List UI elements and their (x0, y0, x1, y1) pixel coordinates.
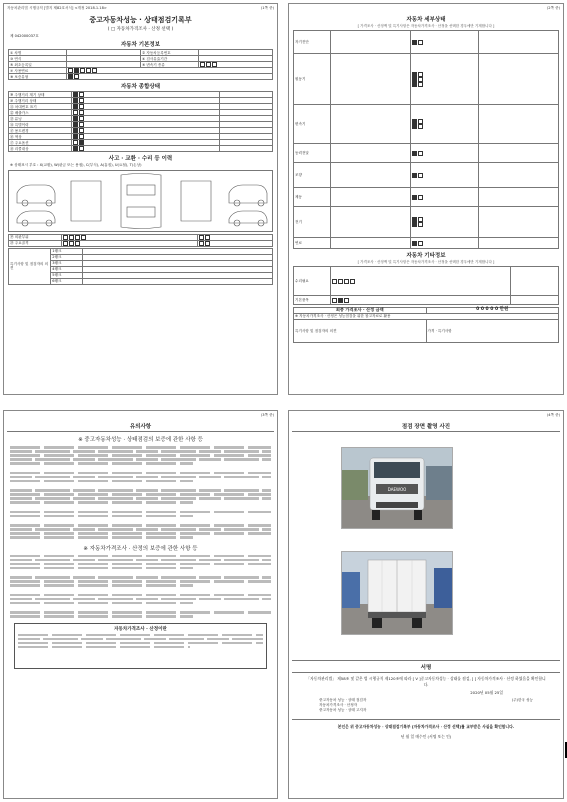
page-header (4, 411, 277, 420)
section2-body (10, 555, 271, 618)
header-right: (4쪽 중) (546, 413, 560, 417)
section2-title: ※ 자동차가격조사 · 산정의 보증에 관한 사항 등 (83, 545, 198, 552)
truck-front-image (342, 448, 452, 528)
page-3 (3, 410, 278, 799)
page-1 (3, 3, 278, 395)
other-heading: 자동차 기타정보 (406, 253, 446, 259)
state-row: ⑭ 특별이력 (9, 122, 72, 128)
state-row: ⑬ 튜닝 (9, 116, 72, 122)
system-label: 자기진단 (294, 31, 331, 54)
grade-row: 1랭크 (51, 248, 83, 254)
price-table (293, 307, 559, 343)
page-4 (288, 410, 564, 799)
other-sub: [ 가격조사 · 산정액 및 특기사항은 자동차가격조사 · 산정을 선택한 경우에만 기재합니다 ] (357, 260, 495, 264)
signature-section (289, 659, 563, 740)
special-label: 특기사항 및 점검자의 의견 (9, 248, 51, 284)
state-row: ⑫ 배출가스 (9, 110, 72, 116)
system-label: 연료 (294, 238, 331, 249)
page-header (289, 4, 563, 13)
signer-notifier: 중고자동차 성능 · 상태 고지자 (319, 708, 367, 712)
grade-row: 3랭크 (51, 260, 83, 266)
page-header (289, 411, 563, 420)
grade-row: 4랭크 (51, 266, 83, 272)
system-label: 원동기 (294, 54, 331, 105)
state-row: ⑯ 색상 (9, 134, 72, 140)
basic-info-heading: 자동차 기본정보 (120, 42, 161, 49)
signer-company: (주)한국 성능 (511, 698, 533, 702)
definition-box (14, 623, 267, 669)
basic-info-table (8, 49, 273, 80)
state-row: ⑪ 차대번호 표기 (9, 104, 72, 110)
state-row: ⑩ 주행거리 상태 (9, 98, 72, 104)
notice-heading: 유의사항 (129, 424, 152, 430)
document-subtitle: ( □ 자동차가격조사 · 산정 선택 ) (107, 27, 174, 32)
other-row: 수리필요 (294, 267, 331, 296)
front-photo (341, 447, 453, 529)
buyer-signature-line: 년 월 일 매수인 (서명 또는 인) (400, 733, 452, 739)
page-header (4, 4, 277, 13)
truck-rear-image (342, 552, 452, 634)
label-car-name: ① 차명 (9, 50, 67, 56)
detail-table (293, 30, 559, 249)
rear-photo (341, 551, 453, 635)
state-row: ⑨ 주행거리 계기 상태 (9, 92, 72, 98)
grade-row: 5랭크 (51, 272, 83, 278)
signer-inspector: 중고자동차 성능 · 상태 점검자 (319, 698, 367, 702)
state-row: ⑮ 용도변경 (9, 128, 72, 134)
special-label: 특기사항 및 점검자의 의견 (294, 320, 427, 343)
state-heading: 자동차 종합상태 (120, 84, 161, 91)
photo-heading: 점검 장면 촬영 사진 (401, 424, 451, 430)
car-diagram (8, 170, 273, 232)
state-table (8, 91, 273, 152)
grade-row: 6랭크 (51, 278, 83, 284)
label-inspection: ④ 검사유효기간 (140, 56, 198, 62)
detail-heading: 자동차 세부상태 (406, 17, 446, 23)
doc-number: 제 042000037호 (10, 34, 39, 38)
price-value: 0 0 0 0 0 만원 (426, 308, 559, 314)
price-label: 최종 가격조사 · 산정 금액 (294, 308, 427, 314)
price-note: ※ 자동차가격조사 · 산정은 성능점검을 위한 참고자료로 활용 (294, 314, 559, 320)
state-row: ⑰ 주요옵션 (9, 140, 72, 146)
header-right: (2쪽 중) (546, 6, 560, 10)
section1-title: ※ 중고자동차성능 · 상태점검의 보증에 관한 사항 등 (78, 437, 203, 443)
state-row: ⑱ 리콜대상 (9, 146, 72, 152)
label-first-reg: ⑤ 최초등록일 (9, 62, 67, 68)
other-row: 기본품목 (294, 296, 331, 305)
header-right: (3쪽 중) (260, 413, 274, 417)
grade-row: 2랭크 (51, 254, 83, 260)
label-plate: ② 자동차등록번호 (140, 50, 198, 56)
panel-row: ⑲ 외판부위 (9, 234, 62, 240)
signature-statement: 「자동차관리법」 제58조 및 같은 법 시행규칙 제120조에 따라 [ V ]중고자동차성능 · 상태를 점검, [ ] 자동차가격조사 · 산정 하였음을 확인합니다. (306, 676, 546, 687)
system-label: 전기 (294, 207, 331, 238)
page-2 (288, 3, 564, 395)
definition-box-title: 자동차가격조사 · 산정이란 (114, 626, 167, 632)
inspector-label: 가격 · 특기사항 (426, 320, 559, 343)
system-label: 조향 (294, 163, 331, 188)
label-fuel: ⑦ 사용연료 (9, 68, 67, 74)
panel-table (8, 234, 273, 247)
detail-sub: [ 가격조사 · 산정액 및 특기사항은 자동차가격조사 · 산정을 선택한 경우에만 기재합니다 ] (357, 24, 495, 28)
signer-appraiser: 자동차가격조사 · 산정자 (319, 703, 358, 707)
signature-date: 2020년 05월 25일 (470, 690, 503, 695)
header-left: 자동차관리법 시행규칙 [별지 제82호서식] <개정 2018.1.18> (7, 6, 107, 10)
system-label: 변속기 (294, 105, 331, 144)
receipt-statement: 본인은 위 중고자동차성능 · 상태점검기록부 [자동차가격조사 · 산정 선택]를 교부받은 사실을 확인합니다. (337, 724, 515, 729)
panel-row: ⑳ 주요골격 (9, 240, 62, 246)
grade-table (8, 248, 273, 285)
system-label: 동력전달 (294, 144, 331, 163)
accident-note: ※ 상태표시 부호 : X(교환), W(판금 또는 용접), C(부식), A(흠집), U(요철), T(손상) (10, 163, 142, 168)
header-right: (1쪽 중) (260, 6, 274, 10)
other-table (293, 266, 559, 305)
truck-brand-text: DAEWOO (387, 487, 407, 492)
document-title: 중고자동차성능 · 상태점검기록부 (89, 16, 192, 24)
label-year: ③ 연식 (9, 56, 67, 62)
accident-heading: 사고 · 교환 · 수리 등 이력 (108, 156, 173, 163)
system-label: 제동 (294, 188, 331, 207)
label-warranty: ⑧ 보증유형 (9, 74, 67, 80)
signature-heading: 서명 (420, 665, 432, 671)
label-transmission: ⑥ 변속기 종류 (140, 62, 198, 68)
car-outline-icon (9, 171, 274, 231)
section1-body (10, 446, 271, 539)
